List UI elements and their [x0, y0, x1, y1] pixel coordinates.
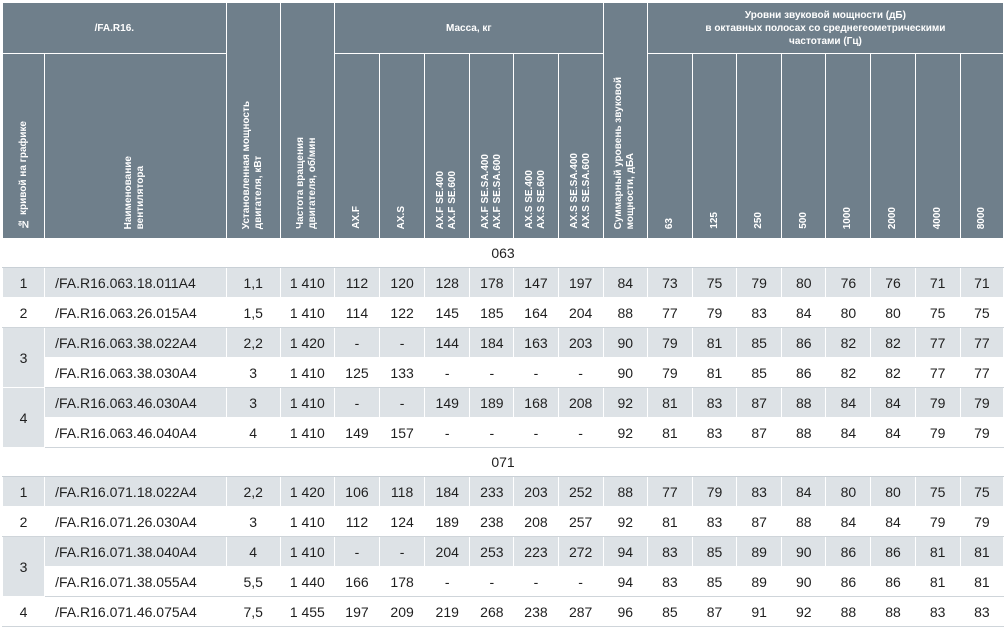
fan-name-cell: /FA.R16.071.18.022A4	[45, 477, 227, 507]
table-row	[3, 328, 1004, 358]
section-label: 071	[3, 448, 1004, 477]
fan-spec-table	[2, 2, 1004, 627]
mass-cell: 238	[470, 507, 514, 537]
octave-cell: 73	[647, 268, 692, 298]
octave-cell: 75	[960, 298, 1003, 328]
octave-cell: 82	[871, 328, 915, 358]
speed-cell: 1 410	[280, 268, 334, 298]
mass-cell: -	[514, 358, 558, 388]
total-sound-cell: 90	[603, 358, 647, 388]
octave-cell: 71	[915, 268, 960, 298]
octave-cell: 79	[960, 418, 1003, 448]
mass-cell: 257	[558, 507, 603, 537]
octave-cell: 83	[915, 597, 960, 627]
table-row	[3, 477, 1004, 507]
octave-cell: 85	[737, 328, 782, 358]
mass-cell: -	[470, 567, 514, 597]
octave-cell: 85	[692, 537, 736, 567]
octave-col-header: 500	[782, 54, 826, 239]
power-cell: 7,5	[226, 597, 280, 627]
octave-cell: 88	[826, 597, 871, 627]
mass-cell: 124	[380, 507, 425, 537]
octave-cell: 80	[826, 298, 871, 328]
mass-cell: 204	[558, 298, 603, 328]
fan-name-cell: /FA.R16.063.26.015A4	[45, 298, 227, 328]
octave-cell: 83	[647, 537, 692, 567]
mass-cell: 197	[558, 268, 603, 298]
octave-cell: 77	[960, 328, 1003, 358]
mass-cell: 133	[380, 358, 425, 388]
mass-cell: -	[425, 358, 470, 388]
mass-cell: 168	[514, 388, 558, 418]
octave-cell: 88	[782, 418, 826, 448]
power-cell: 3	[226, 388, 280, 418]
mass-cell: -	[514, 567, 558, 597]
mass-cell: 189	[425, 507, 470, 537]
fan-name-cell: /FA.R16.063.38.030A4	[45, 358, 227, 388]
mass-cell: 118	[380, 477, 425, 507]
octave-cell: 81	[647, 507, 692, 537]
octave-cell: 76	[826, 268, 871, 298]
mass-cell: 128	[425, 268, 470, 298]
octave-cell: 81	[915, 537, 960, 567]
mass-cell: 166	[334, 567, 379, 597]
series-header: /FA.R16.	[3, 3, 227, 54]
mass-cell: 287	[558, 597, 603, 627]
octave-col-header: 250	[737, 54, 782, 239]
mass-cell: 178	[380, 567, 425, 597]
power-cell: 2,2	[226, 328, 280, 358]
mass-cell: 233	[470, 477, 514, 507]
mass-cell: -	[380, 328, 425, 358]
octave-cell: 84	[782, 298, 826, 328]
octave-cell: 86	[782, 358, 826, 388]
total-sound-cell: 96	[603, 597, 647, 627]
octave-cell: 83	[647, 567, 692, 597]
mass-cell: 184	[470, 328, 514, 358]
mass-cell: 178	[470, 268, 514, 298]
curve-number-cell: 3	[3, 537, 45, 597]
total-sound-cell: 88	[603, 477, 647, 507]
speed-cell: 1 455	[280, 597, 334, 627]
octave-cell: 77	[647, 477, 692, 507]
octave-cell: 79	[915, 388, 960, 418]
mass-cell: 253	[470, 537, 514, 567]
octave-cell: 79	[915, 507, 960, 537]
octave-cell: 79	[692, 477, 736, 507]
mass-cell: 268	[470, 597, 514, 627]
power-header: Установленная мощность двигателя, кВт	[226, 3, 280, 239]
mass-cell: 223	[514, 537, 558, 567]
power-cell: 3	[226, 507, 280, 537]
octave-cell: 80	[871, 298, 915, 328]
mass-cell: 163	[514, 328, 558, 358]
table-row	[3, 418, 1004, 448]
curve-number-header: № кривой на графике	[3, 54, 45, 239]
curve-number-cell: 2	[3, 298, 45, 328]
octave-cell: 81	[960, 537, 1003, 567]
octave-cell: 83	[960, 597, 1003, 627]
octave-cell: 81	[647, 388, 692, 418]
mass-cell: 208	[514, 507, 558, 537]
header-row-top	[3, 3, 1004, 54]
mass-cell: -	[470, 358, 514, 388]
total-sound-cell: 92	[603, 418, 647, 448]
power-cell: 2,2	[226, 477, 280, 507]
mass-cell: 112	[334, 268, 379, 298]
mass-cell: 157	[380, 418, 425, 448]
octave-cell: 77	[915, 328, 960, 358]
mass-cell: 125	[334, 358, 379, 388]
octave-cell: 71	[960, 268, 1003, 298]
table-row	[3, 597, 1004, 627]
mass-col-header: AX.F	[334, 54, 379, 239]
octave-cell: 89	[737, 537, 782, 567]
octave-cell: 84	[871, 507, 915, 537]
octave-cell: 80	[826, 477, 871, 507]
fan-name-cell: /FA.R16.063.38.022A4	[45, 328, 227, 358]
mass-cell: -	[558, 358, 603, 388]
octave-col-header: 63	[647, 54, 692, 239]
mass-cell: -	[334, 328, 379, 358]
octave-cell: 85	[647, 597, 692, 627]
octave-cell: 90	[782, 567, 826, 597]
speed-cell: 1 420	[280, 477, 334, 507]
octave-cell: 81	[960, 567, 1003, 597]
octave-cell: 81	[692, 358, 736, 388]
octave-cell: 87	[692, 597, 736, 627]
mass-cell: -	[558, 418, 603, 448]
octave-cell: 75	[915, 298, 960, 328]
section-row	[3, 239, 1004, 268]
mass-cell: 208	[558, 388, 603, 418]
octave-cell: 79	[960, 507, 1003, 537]
octave-col-header: 2000	[871, 54, 915, 239]
total-sound-cell: 88	[603, 298, 647, 328]
table-row	[3, 268, 1004, 298]
mass-cell: 238	[514, 597, 558, 627]
mass-col-header: AX.F SE.SA.400 AX.F SE.SA.600	[470, 54, 514, 239]
octave-col-header: 8000	[960, 54, 1003, 239]
octave-cell: 79	[647, 358, 692, 388]
mass-cell: 203	[558, 328, 603, 358]
total-sound-cell: 92	[603, 388, 647, 418]
mass-cell: 120	[380, 268, 425, 298]
octave-col-header: 125	[692, 54, 736, 239]
power-cell: 4	[226, 537, 280, 567]
total-sound-cell: 94	[603, 537, 647, 567]
octave-cell: 86	[871, 537, 915, 567]
speed-cell: 1 410	[280, 358, 334, 388]
table-body	[3, 239, 1004, 627]
header-row-bottom	[3, 54, 1004, 239]
fan-name-cell: /FA.R16.071.26.030A4	[45, 507, 227, 537]
octave-cell: 81	[692, 328, 736, 358]
octave-cell: 80	[782, 268, 826, 298]
mass-cell: -	[334, 537, 379, 567]
section-label: 063	[3, 239, 1004, 268]
speed-cell: 1 410	[280, 537, 334, 567]
curve-number-cell: 4	[3, 597, 45, 627]
octave-cell: 86	[826, 567, 871, 597]
octave-cell: 90	[782, 537, 826, 567]
mass-cell: -	[380, 537, 425, 567]
mass-cell: 164	[514, 298, 558, 328]
mass-cell: -	[380, 388, 425, 418]
total-sound-cell: 90	[603, 328, 647, 358]
mass-cell: 122	[380, 298, 425, 328]
mass-col-header: AX.S	[380, 54, 425, 239]
table-row	[3, 567, 1004, 597]
octave-cell: 84	[826, 388, 871, 418]
octave-cell: 81	[915, 567, 960, 597]
total-sound-cell: 84	[603, 268, 647, 298]
mass-cell: -	[334, 388, 379, 418]
mass-col-header: AX.S SE.SA.400 AX.S SE.SA.600	[558, 54, 603, 239]
mass-cell: 112	[334, 507, 379, 537]
table-row	[3, 358, 1004, 388]
power-cell: 3	[226, 358, 280, 388]
octave-cell: 89	[737, 567, 782, 597]
octave-cell: 79	[915, 418, 960, 448]
mass-col-header: AX.S SE.400 AX.S SE.600	[514, 54, 558, 239]
speed-cell: 1 410	[280, 418, 334, 448]
mass-cell: 204	[425, 537, 470, 567]
mass-cell: 145	[425, 298, 470, 328]
octave-cell: 83	[692, 507, 736, 537]
octave-cell: 76	[871, 268, 915, 298]
octave-cell: 80	[871, 477, 915, 507]
octave-cell: 79	[647, 328, 692, 358]
power-cell: 1,5	[226, 298, 280, 328]
mass-cell: 149	[425, 388, 470, 418]
mass-cell: -	[558, 567, 603, 597]
table-row	[3, 537, 1004, 567]
octave-cell: 84	[871, 418, 915, 448]
octave-cell: 83	[692, 418, 736, 448]
octave-cell: 79	[737, 268, 782, 298]
speed-cell: 1 440	[280, 567, 334, 597]
total-sound-cell: 92	[603, 507, 647, 537]
octave-cell: 85	[692, 567, 736, 597]
fan-name-cell: /FA.R16.063.18.011A4	[45, 268, 227, 298]
table-header	[3, 3, 1004, 239]
octave-cell: 84	[826, 418, 871, 448]
octave-cell: 87	[737, 388, 782, 418]
total-sound-header: Суммарный уровень звуковой мощности, дБА	[603, 3, 647, 239]
power-cell: 5,5	[226, 567, 280, 597]
fan-name-cell: /FA.R16.071.38.040A4	[45, 537, 227, 567]
octave-cell: 91	[737, 597, 782, 627]
power-cell: 4	[226, 418, 280, 448]
octave-cell: 77	[647, 298, 692, 328]
speed-header: Частота вращения двигателя, об/мин	[280, 3, 334, 239]
mass-cell: -	[425, 567, 470, 597]
octave-cell: 87	[737, 507, 782, 537]
octave-cell: 84	[826, 507, 871, 537]
octave-col-header: 1000	[826, 54, 871, 239]
octave-cell: 88	[782, 388, 826, 418]
octave-group-header: Уровни звуковой мощности (дБ) в октавных полосах со среднегеометрическими частотами (Гц)	[647, 3, 1003, 54]
mass-cell: 147	[514, 268, 558, 298]
octave-cell: 84	[782, 477, 826, 507]
octave-cell: 82	[871, 358, 915, 388]
octave-cell: 92	[782, 597, 826, 627]
fan-name-cell: /FA.R16.063.46.030A4	[45, 388, 227, 418]
octave-col-header: 4000	[915, 54, 960, 239]
octave-cell: 86	[782, 328, 826, 358]
octave-cell: 83	[692, 388, 736, 418]
mass-cell: 106	[334, 477, 379, 507]
total-sound-cell: 94	[603, 567, 647, 597]
octave-cell: 81	[647, 418, 692, 448]
mass-col-header: AX.F SE.400 AX.F SE.600	[425, 54, 470, 239]
table-row	[3, 507, 1004, 537]
curve-number-cell: 2	[3, 507, 45, 537]
mass-cell: -	[514, 418, 558, 448]
mass-cell: 184	[425, 477, 470, 507]
octave-cell: 83	[737, 477, 782, 507]
octave-cell: 86	[826, 537, 871, 567]
mass-group-header: Масса, кг	[334, 3, 603, 54]
table-row	[3, 388, 1004, 418]
fan-name-cell: /FA.R16.071.38.055A4	[45, 567, 227, 597]
octave-cell: 88	[871, 597, 915, 627]
octave-cell: 79	[960, 388, 1003, 418]
octave-cell: 75	[960, 477, 1003, 507]
octave-cell: 77	[915, 358, 960, 388]
curve-number-cell: 3	[3, 328, 45, 388]
octave-cell: 77	[960, 358, 1003, 388]
octave-cell: 83	[737, 298, 782, 328]
mass-cell: 219	[425, 597, 470, 627]
mass-cell: -	[470, 418, 514, 448]
mass-cell: 209	[380, 597, 425, 627]
mass-cell: -	[425, 418, 470, 448]
fan-name-header: Наименование вентилятора	[45, 54, 227, 239]
mass-cell: 272	[558, 537, 603, 567]
octave-cell: 87	[737, 418, 782, 448]
mass-cell: 189	[470, 388, 514, 418]
curve-number-cell: 1	[3, 268, 45, 298]
mass-cell: 197	[334, 597, 379, 627]
octave-cell: 82	[826, 358, 871, 388]
speed-cell: 1 410	[280, 388, 334, 418]
speed-cell: 1 410	[280, 298, 334, 328]
octave-cell: 86	[871, 567, 915, 597]
table-row	[3, 298, 1004, 328]
curve-number-cell: 1	[3, 477, 45, 507]
mass-cell: 252	[558, 477, 603, 507]
octave-cell: 79	[692, 298, 736, 328]
speed-cell: 1 420	[280, 328, 334, 358]
octave-cell: 88	[782, 507, 826, 537]
curve-number-cell: 4	[3, 388, 45, 448]
fan-name-cell: /FA.R16.063.46.040A4	[45, 418, 227, 448]
octave-cell: 75	[692, 268, 736, 298]
mass-cell: 185	[470, 298, 514, 328]
octave-cell: 75	[915, 477, 960, 507]
section-row	[3, 448, 1004, 477]
mass-cell: 149	[334, 418, 379, 448]
mass-cell: 203	[514, 477, 558, 507]
fan-name-cell: /FA.R16.071.46.075A4	[45, 597, 227, 627]
mass-cell: 114	[334, 298, 379, 328]
octave-cell: 84	[871, 388, 915, 418]
mass-cell: 144	[425, 328, 470, 358]
speed-cell: 1 410	[280, 507, 334, 537]
octave-cell: 82	[826, 328, 871, 358]
octave-cell: 85	[737, 358, 782, 388]
power-cell: 1,1	[226, 268, 280, 298]
